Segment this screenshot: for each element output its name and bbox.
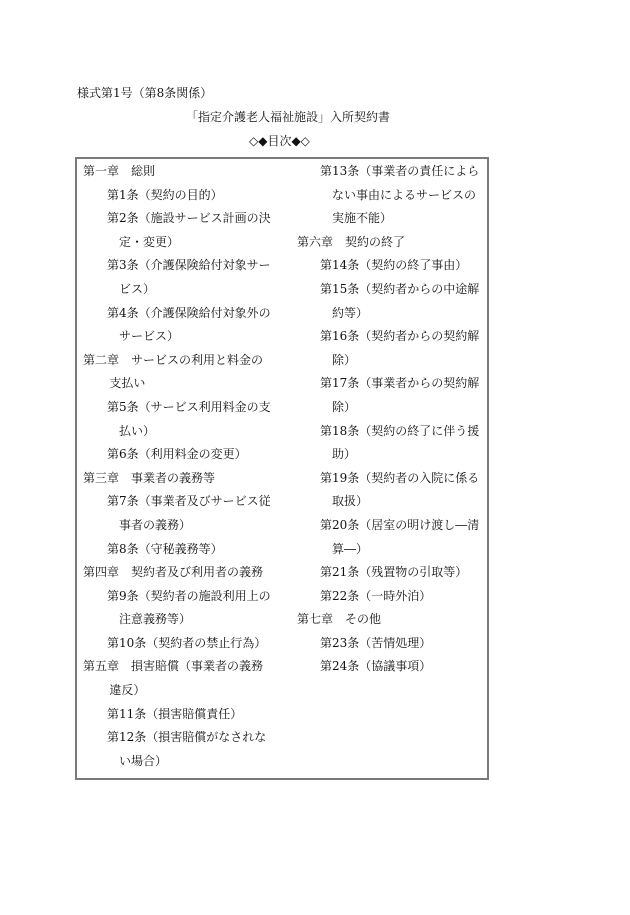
toc-chapter: 第六章 契約の終了 [297, 234, 406, 249]
toc-article: 第9条（契約者の施設利用上の注意義務等） [107, 588, 271, 627]
toc-article: 第19条（契約者の入院に係る取扱） [320, 470, 480, 509]
toc-article: 第10条（契約者の禁止行為） [107, 635, 267, 650]
toc-article: 第11条（損害賠償責任） [107, 706, 243, 721]
toc-chapter: 第七章 その他 [297, 612, 382, 627]
toc-article: 第24条（協議事項） [320, 659, 432, 674]
toc-article: 第14条（契約の終了事由） [320, 258, 468, 273]
toc-article: 第6条（利用料金の変更） [107, 447, 247, 462]
toc-article: 第17条（事業者からの契約解除） [320, 376, 480, 414]
toc-article: 第21条（残置物の引取等） [320, 565, 468, 580]
toc-article: 第7条（事業者及びサービス従事者の義務） [107, 494, 271, 532]
toc-article: 第22条（一時外泊） [320, 588, 432, 603]
toc-chapter: 第四章 契約者及び利用者の義務 [83, 565, 264, 580]
toc-article: 第3条（介護保険給付対象サービス） [107, 258, 271, 296]
toc-article: 第20条（居室の明け渡し―清算―） [320, 517, 480, 556]
toc-article: 第8条（守秘義務等） [107, 541, 223, 556]
toc-article: 第1条（契約の目的） [107, 187, 223, 202]
toc-article: 第18条（契約の終了に伴う援助） [320, 423, 480, 462]
form-number-label: 様式第1号（第8条関係） [77, 86, 213, 100]
toc-article: 第15条（契約者からの中途解約等） [320, 281, 480, 320]
toc-chapter: 第五章 損害賠償（事業者の義務違反） [83, 659, 264, 698]
toc-article: 第23条（苦情処理） [320, 635, 432, 650]
toc-article: 第2条（施設サービス計画の決定・変更） [107, 211, 271, 249]
toc-chapter: 第一章 総則 [83, 164, 156, 178]
toc-chapter: 第三章 事業者の義務等 [83, 470, 216, 485]
toc-article: 第5条（サービス利用料金の支払い） [107, 399, 271, 438]
toc-article: 第16条（契約者からの契約解除） [320, 329, 480, 367]
toc-heading: ◇◆目次◆◇ [249, 134, 310, 148]
toc-right-column [297, 160, 487, 679]
toc-article: 第4条（介護保険給付対象外のサービス） [107, 305, 271, 344]
document-title: 「指定介護老人福祉施設」入所契約書 [186, 110, 391, 124]
toc-article: 第13条（事業者の責任によらない事由によるサービスの実施不能） [320, 164, 480, 226]
toc-left-column [83, 160, 273, 773]
toc-article: 第12条（損害賠償がなされない場合） [107, 730, 267, 768]
toc-chapter: 第二章 サービスの利用と料金の支払い [83, 352, 264, 391]
